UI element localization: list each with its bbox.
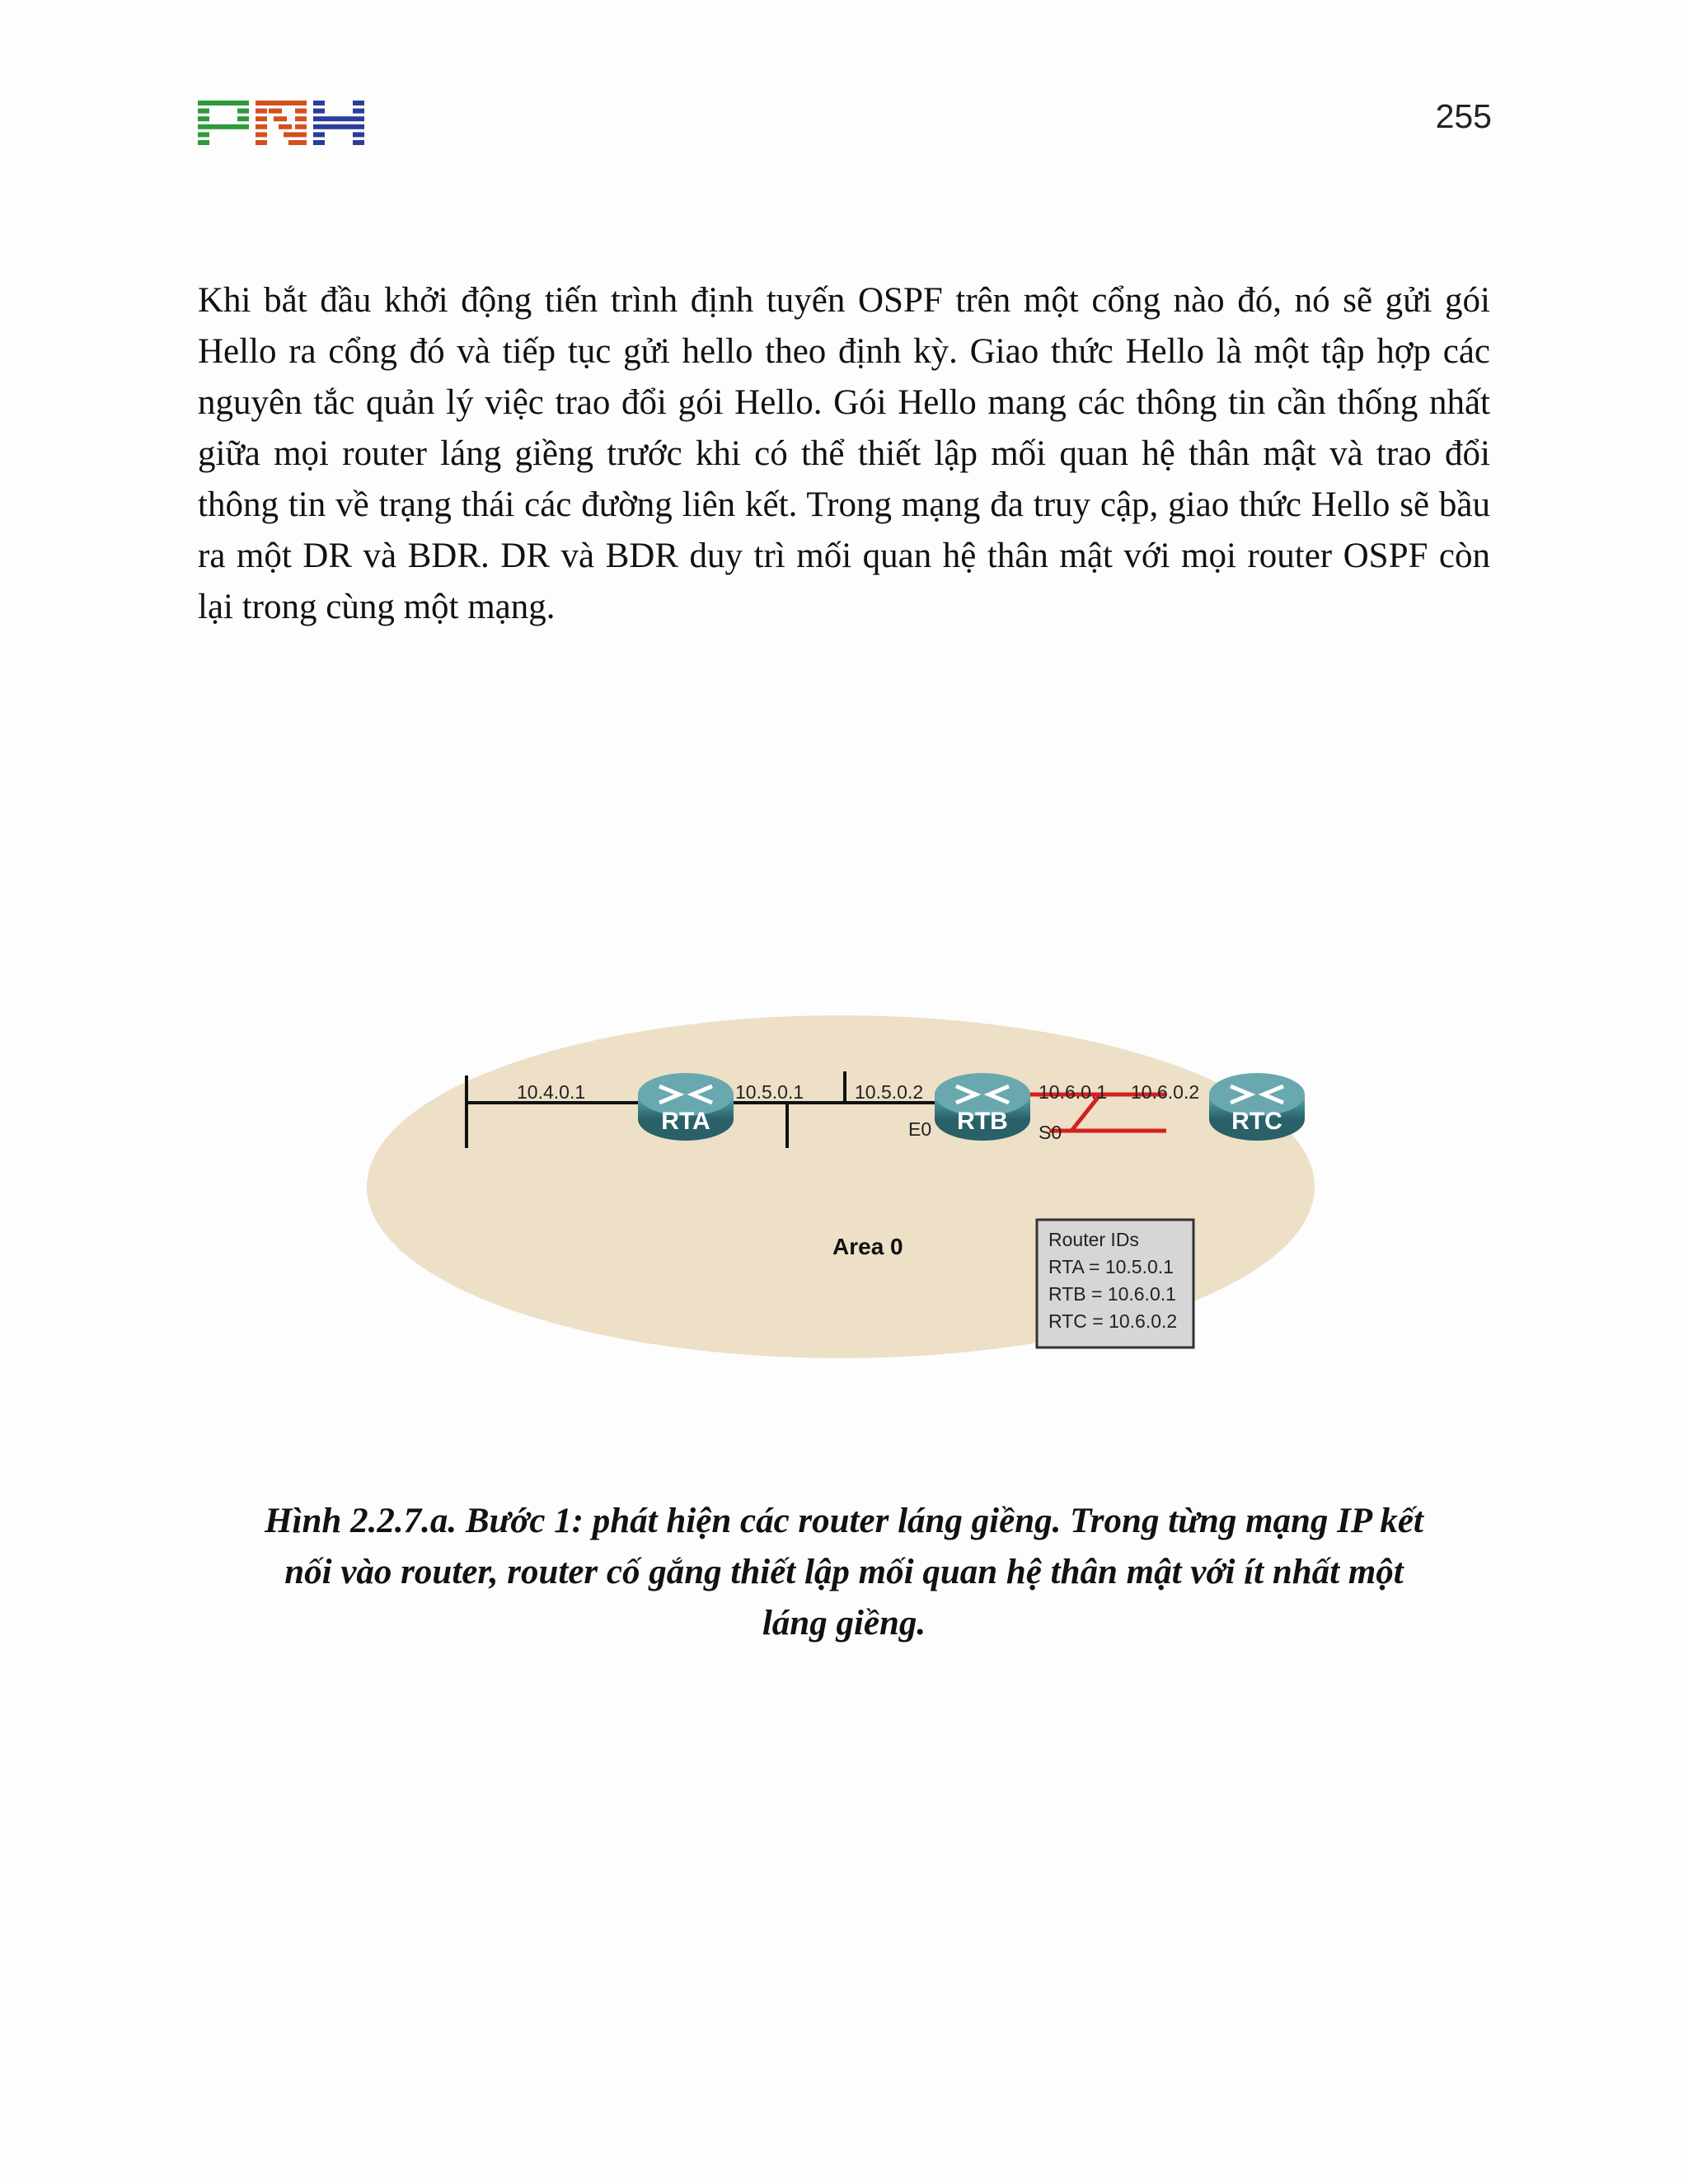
router-id-line-rtb: RTB = 10.6.0.1 (1048, 1283, 1176, 1305)
logo-stripe (279, 124, 292, 129)
router-label-rtc: RTC (1231, 1108, 1282, 1135)
ip-label-rtb-left: 10.5.0.2 (855, 1081, 924, 1103)
logo-stripe (198, 116, 209, 121)
logo-stripe (256, 124, 267, 129)
router-id-line-rta: RTA = 10.5.0.1 (1048, 1256, 1174, 1277)
logo-stripe (237, 109, 249, 114)
caption-line-2: nối vào router, router cố gắng thiết lập mối quan hệ thân mật với ít nhất một (284, 1553, 1404, 1591)
logo-stripe (295, 116, 307, 121)
logo-stripe (198, 101, 249, 105)
logo-stripe (313, 101, 325, 105)
interface-label-s0: S0 (1039, 1122, 1062, 1143)
logo-stripe (313, 124, 364, 129)
logo-stripe (295, 101, 307, 105)
ospf-network-diagram (354, 948, 1343, 1376)
logo-stripe (198, 109, 209, 114)
router-rtc (1209, 1073, 1305, 1141)
figure-caption (198, 1496, 1490, 1649)
logo-stripe (313, 109, 325, 114)
logo-stripe (284, 132, 297, 137)
caption-line-3: láng giềng. (762, 1604, 926, 1643)
logo-stripe (198, 132, 209, 137)
logo-stripe (353, 101, 364, 105)
interface-label-e0: E0 (908, 1118, 932, 1140)
logo-stripe (256, 116, 267, 121)
logo-stripe (269, 109, 282, 114)
logo-stripe (237, 116, 249, 121)
ip-label-rta-right: 10.5.0.1 (735, 1081, 804, 1103)
area-label: Area 0 (832, 1234, 903, 1259)
logo-stripe (256, 132, 267, 137)
router-label-rta: RTA (661, 1108, 710, 1135)
logo-stripe (198, 124, 249, 129)
body-paragraph: Khi bắt đầu khởi động tiến trình định tuyến OSPF trên một cổng nào đó, nó sẽ gửi gói Hello ra cổng đó và tiếp tục gửi hello theo định kỳ. Giao thức Hello là một tập hợp các nguyên tắc quản lý việc trao đổi gói Hello. Gói Hello mang các thông tin cần thống nhất giữa mọi router láng giềng trước khi có thể thiết lập mối quan hệ thân mật và trao đổi thông tin về trạng thái các đường liên kết. Trong mạng đa truy cập, giao thức Hello sẽ bầu ra một DR và BDR. DR và BDR duy trì mối quan hệ thân mật với mọi router OSPF còn lại trong cùng một mạng. (198, 281, 1490, 626)
logo-stripe (256, 101, 295, 105)
logo-stripe (313, 132, 325, 137)
router-id-line-rtc: RTC = 10.6.0.2 (1048, 1310, 1178, 1332)
logo-stripe (198, 140, 209, 145)
router-label-rtb: RTB (957, 1108, 1008, 1135)
router-rta (638, 1073, 734, 1141)
logo-stripe (353, 140, 364, 145)
logo-stripe (256, 140, 267, 145)
logo-stripe (295, 132, 307, 137)
router-rtb (935, 1073, 1030, 1141)
logo-stripe (313, 140, 325, 145)
ip-label-rta-left: 10.4.0.1 (517, 1081, 586, 1103)
page-number: 255 (1435, 97, 1492, 135)
router-id-title: Router IDs (1048, 1229, 1139, 1250)
ip-label-rtc-left: 10.6.0.2 (1131, 1081, 1200, 1103)
logo-stripe (274, 116, 287, 121)
caption-line-1: Hình 2.2.7.a. Bước 1: phát hiện các router láng giềng. Trong từng mạng IP kết (265, 1502, 1423, 1540)
ip-label-rtb-right: 10.6.0.1 (1039, 1081, 1108, 1103)
logo-stripe (295, 109, 307, 114)
logo-stripe (313, 116, 364, 121)
logo-stripe (256, 109, 267, 114)
logo-stripe (353, 132, 364, 137)
logo-stripe (295, 124, 307, 129)
pnh-logo (198, 101, 367, 148)
logo-stripe (288, 140, 302, 145)
logo-stripe (353, 109, 364, 114)
router-id-box (1037, 1220, 1193, 1347)
